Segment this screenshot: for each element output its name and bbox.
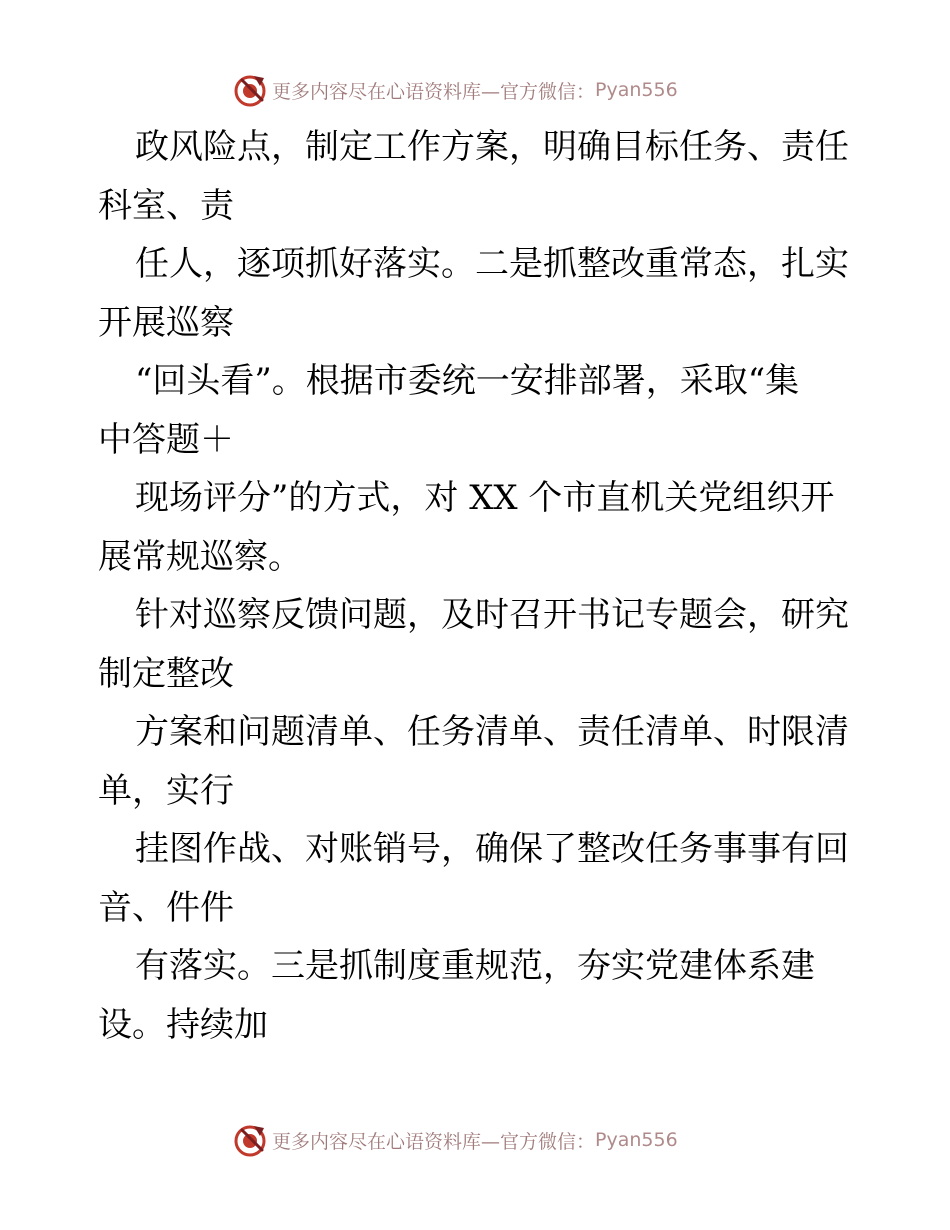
watermark-text: 更多内容尽在心语资料库—官方微信： — [272, 80, 596, 103]
text-line: 针对巡察反馈问题，及时召开书记专题会，研究 — [135, 595, 849, 635]
text-line: 音、件件 — [98, 887, 234, 928]
brand-logo-icon — [232, 1122, 268, 1158]
text-line: 科室、责 — [98, 185, 234, 226]
text-line: 政风险点，制定工作方案，明确目标任务、责任 — [135, 127, 849, 167]
text-line: 中答题＋ — [98, 419, 234, 460]
document-body — [98, 118, 858, 1054]
text-line: 任人，逐项抓好落实。二是抓整改重常态，扎实 — [135, 244, 849, 284]
text-line: 现场评分”的方式，对 XX 个市直机关党组织开 — [135, 478, 835, 518]
text-line: 开展巡察 — [98, 302, 234, 343]
watermark-text: 更多内容尽在心语资料库—官方微信： — [272, 1130, 596, 1153]
text-line: 展常规巡察。 — [98, 536, 302, 577]
text-line: 挂图作战、对账销号，确保了整改任务事事有回 — [135, 829, 849, 869]
brand-logo-icon — [232, 72, 268, 108]
header-watermark — [232, 72, 678, 108]
text-line: 方案和问题清单、任务清单、责任清单、时限清 — [135, 712, 849, 752]
text-line: 单，实行 — [98, 770, 234, 811]
text-line: 有落实。三是抓制度重规范，夯实党建体系建 — [135, 946, 815, 986]
footer-watermark — [232, 1122, 678, 1158]
text-line: 设。持续加 — [98, 1004, 268, 1045]
text-line: 制定整改 — [98, 653, 234, 694]
watermark-wechat-id: Pyan556 — [595, 1129, 678, 1151]
text-line: “回头看”。根据市委统一安排部署，采取“集 — [135, 361, 800, 401]
watermark-wechat-id: Pyan556 — [595, 79, 678, 101]
